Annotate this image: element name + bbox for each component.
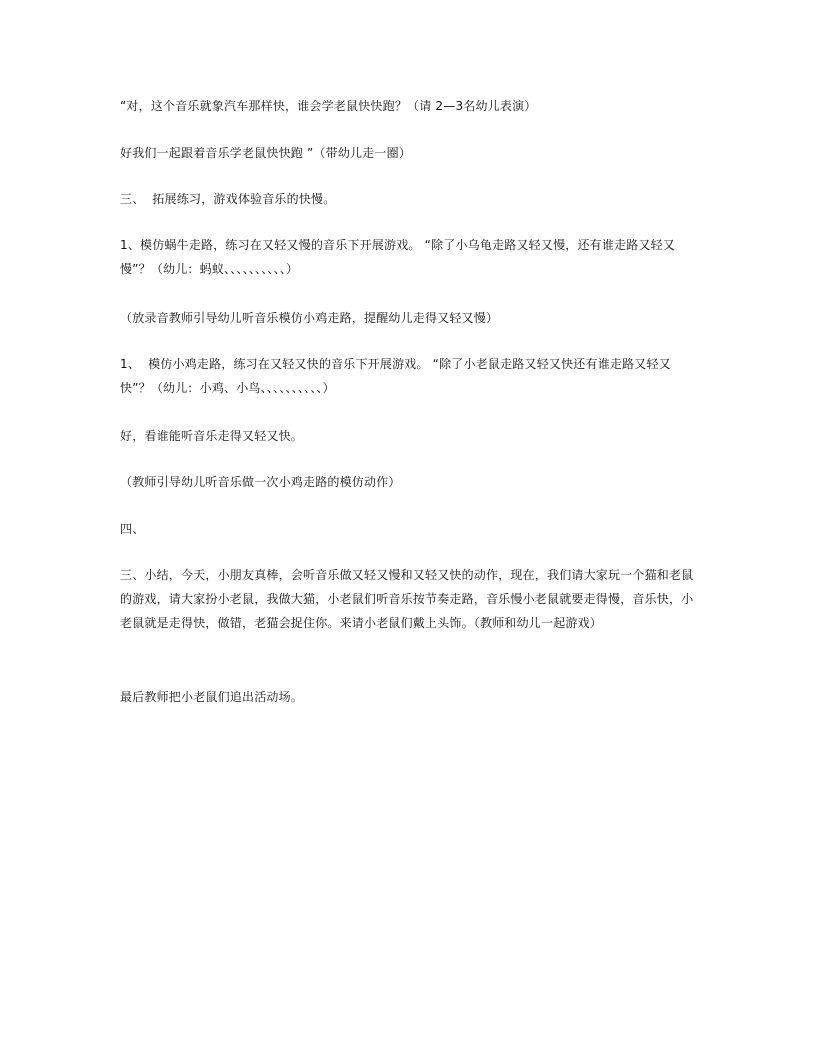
section-heading-extension-practice: 三、 拓展练习，游戏体验音乐的快慢。 [120,192,336,206]
paragraph-run-together: 好我们一起跟着音乐学老鼠快快跑 ”（带幼儿走一圈） [120,146,412,160]
paragraph-teacher-imitation: （教师引导幼儿听音乐做一次小鸡走路的模仿动作） [120,475,401,489]
section-heading-four: 四、 [120,522,145,536]
paragraph-summary-game: 三、小结，今天，小朋友真棒，会听音乐做又轻又慢和又轻又快的动作，现在，我们请大家玩一个猫和老鼠的游戏，请大家扮小老鼠，我做大猫，小老鼠们听音乐按节奏走路，音乐慢小老鼠就要走得慢，音乐快，小老鼠就是走得快，做错，老猫会捉住你。来请小老鼠们戴上头饰。（教师和幼儿一起游戏） [120,568,694,630]
paragraph-recording-guidance: （放录音教师引导幼儿听音乐模仿小鸡走路，提醒幼儿走得又轻又慢） [120,311,499,325]
paragraph-closing: 最后教师把小老鼠们追出活动场。 [120,690,304,704]
paragraph-light-fast: 好，看谁能听音乐走得又轻又快。 [120,429,304,443]
paragraph-snail-walk: 1、模仿蜗牛走路，练习在又轻又慢的音乐下开展游戏。 “除了小乌龟走路又轻又慢，还有谁走路又轻又慢”？（幼儿：蚂蚁、、、、、、、、、、） [120,238,676,276]
paragraph-quote-fast-music: “对，这个音乐就象汽车那样快，谁会学老鼠快快跑？（请 2—3名幼儿表演） [120,99,537,113]
paragraph-chick-walk: 1、 模仿小鸡走路，练习在又轻又快的音乐下开展游戏。 “除了小老鼠走路又轻又快还有谁走路又轻又快”？（幼儿：小鸡、小鸟、、、、、、、、、、） [120,357,671,395]
